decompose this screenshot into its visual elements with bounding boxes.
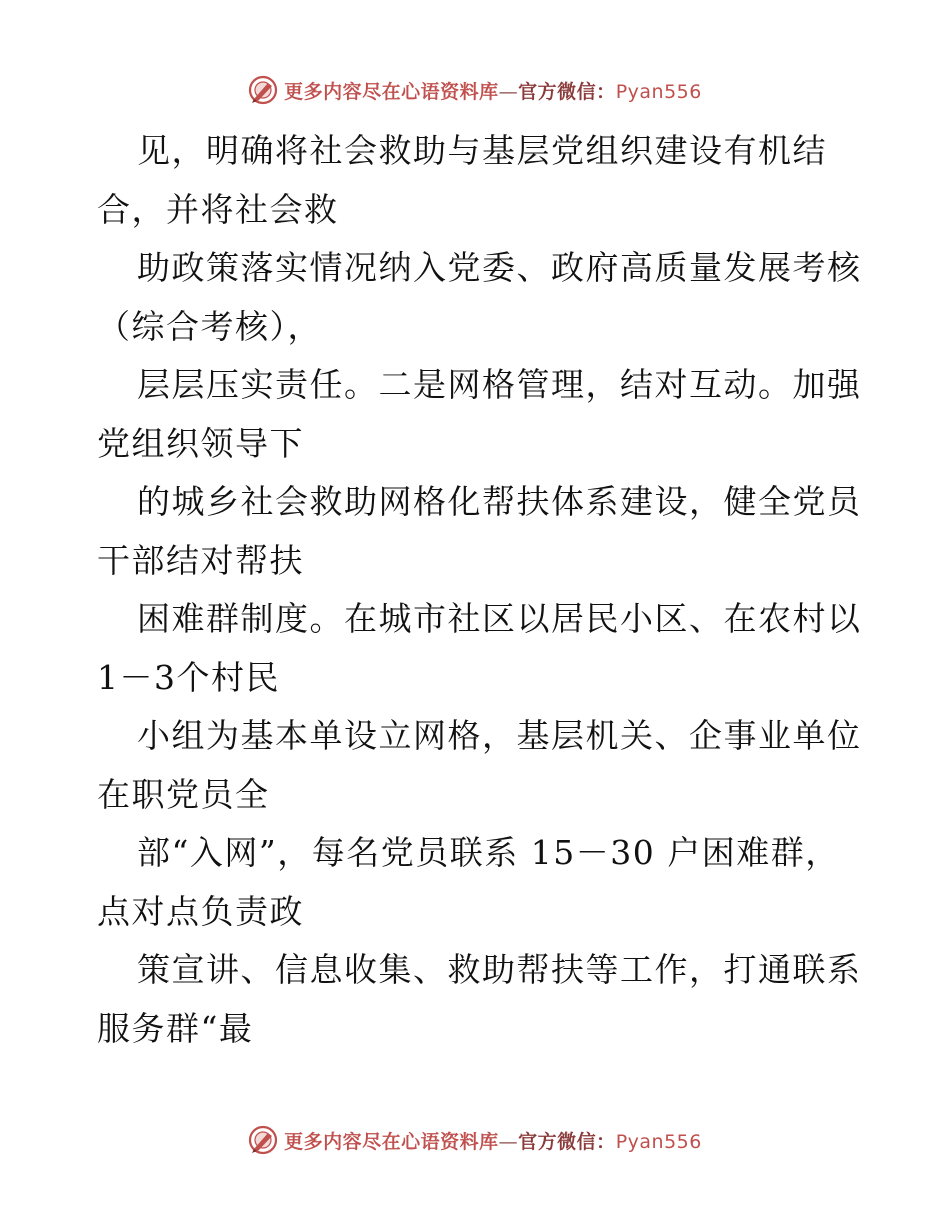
header-banner-wechat-label: 官方微信： <box>518 80 616 103</box>
header-banner-text <box>284 77 702 104</box>
body-text-line: 党组织领导下 <box>97 423 304 463</box>
body-text-line: 点对点负责政 <box>97 891 304 931</box>
body-text-line: 部“入网”，每名党员联系 15－30 户困难群， <box>137 833 840 872</box>
body-text-line: 服务群“最 <box>97 1008 254 1048</box>
header-banner <box>0 70 950 110</box>
body-text-line: 的城乡社会救助网格化帮扶体系建设，健全党员 <box>137 482 862 521</box>
footer-banner-wechat-id: Pyan556 <box>615 1130 702 1153</box>
body-text-line: 合，并将社会救 <box>97 189 339 229</box>
footer-banner-wechat-label: 官方微信： <box>518 1130 616 1153</box>
body-text-line: 见，明确将社会救助与基层党组织建设有机结 <box>137 131 827 170</box>
footer-banner-slogan: 更多内容尽在心语资料库 <box>284 1130 499 1153</box>
pen-logo-icon <box>248 75 278 105</box>
footer-banner-dash: — <box>498 1130 519 1153</box>
header-banner-dash: — <box>498 80 519 103</box>
pen-logo-icon <box>248 1125 278 1155</box>
body-text-line: 在职党员全 <box>97 774 270 814</box>
header-banner-slogan: 更多内容尽在心语资料库 <box>284 80 499 103</box>
body-text-line: 层层压实责任。二是网格管理，结对互动。加强 <box>137 365 862 404</box>
body-text-line: 困难群制度。在城市社区以居民小区、在农村以 <box>137 599 862 638</box>
body-text-line: 1－3个村民 <box>97 657 280 697</box>
body-text-line: 助政策落实情况纳入党委、政府高质量发展考核 <box>137 248 862 287</box>
footer-banner-text <box>284 1127 702 1154</box>
body-text-line: 小组为基本单设立网格，基层机关、企事业单位 <box>137 716 862 755</box>
body-text-line: 干部结对帮扶 <box>97 540 304 580</box>
footer-banner <box>0 1120 950 1160</box>
header-banner-wechat-id: Pyan556 <box>615 80 702 103</box>
body-text-line: 策宣讲、信息收集、救助帮扶等工作，打通联系 <box>137 950 862 989</box>
document-body <box>97 122 862 1058</box>
body-text-line: （综合考核）， <box>97 306 322 346</box>
